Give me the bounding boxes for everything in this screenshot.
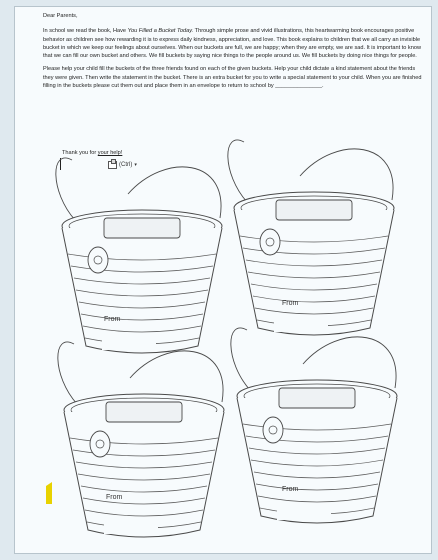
bucket-4-from-label: From	[282, 486, 299, 493]
chevron-down-icon: ▾	[134, 162, 137, 168]
bucket-3	[58, 342, 224, 537]
yellow-mark-icon	[38, 478, 72, 506]
bucket-4	[231, 328, 397, 523]
bucket-2-from-label: From	[282, 300, 299, 307]
bucket-2	[228, 140, 394, 335]
paragraph-1-body: Through simple prose and vivid illustrations, this heartwarming book encourages positive behavior as children see how rewarding it is to express daily kindness, appreciation, and love. This book explains to children that we all carry an invisible bucket in which we keep our feelings about ourselves. When our buckets are full, we are happy; when they are empty, we are sad. It is important to know that we can fill our own bucket and others. We fill buckets by saying nice things to the people around us. We fill buckets by doing nice things for people.	[43, 28, 421, 60]
bucket-1-from-label: From	[104, 316, 121, 323]
greeting: Dear Parents,	[43, 13, 78, 19]
bucket-1	[56, 158, 222, 353]
closing-signature: your help!	[97, 150, 123, 156]
paragraph-1-intro: In school we read the book, Have	[43, 28, 128, 35]
book-title: You Filled a Bucket Today.	[127, 28, 194, 35]
bucket-3-from-label: From	[106, 494, 123, 501]
paragraph-2: Please help your child fill the buckets of the three friends found on each of the given buckets. Help your child dictate a kind statement about the friends they were given. Then write the statement in the bucket. There is an extra bucket for you to write a special statement to your child. When you are finished filling in the buckets please cut them out and place them in an envelope to return to school by _______________.	[43, 66, 422, 90]
closing-text: Thank you for	[62, 150, 97, 156]
paste-options-label: (Ctrl)	[119, 162, 133, 168]
